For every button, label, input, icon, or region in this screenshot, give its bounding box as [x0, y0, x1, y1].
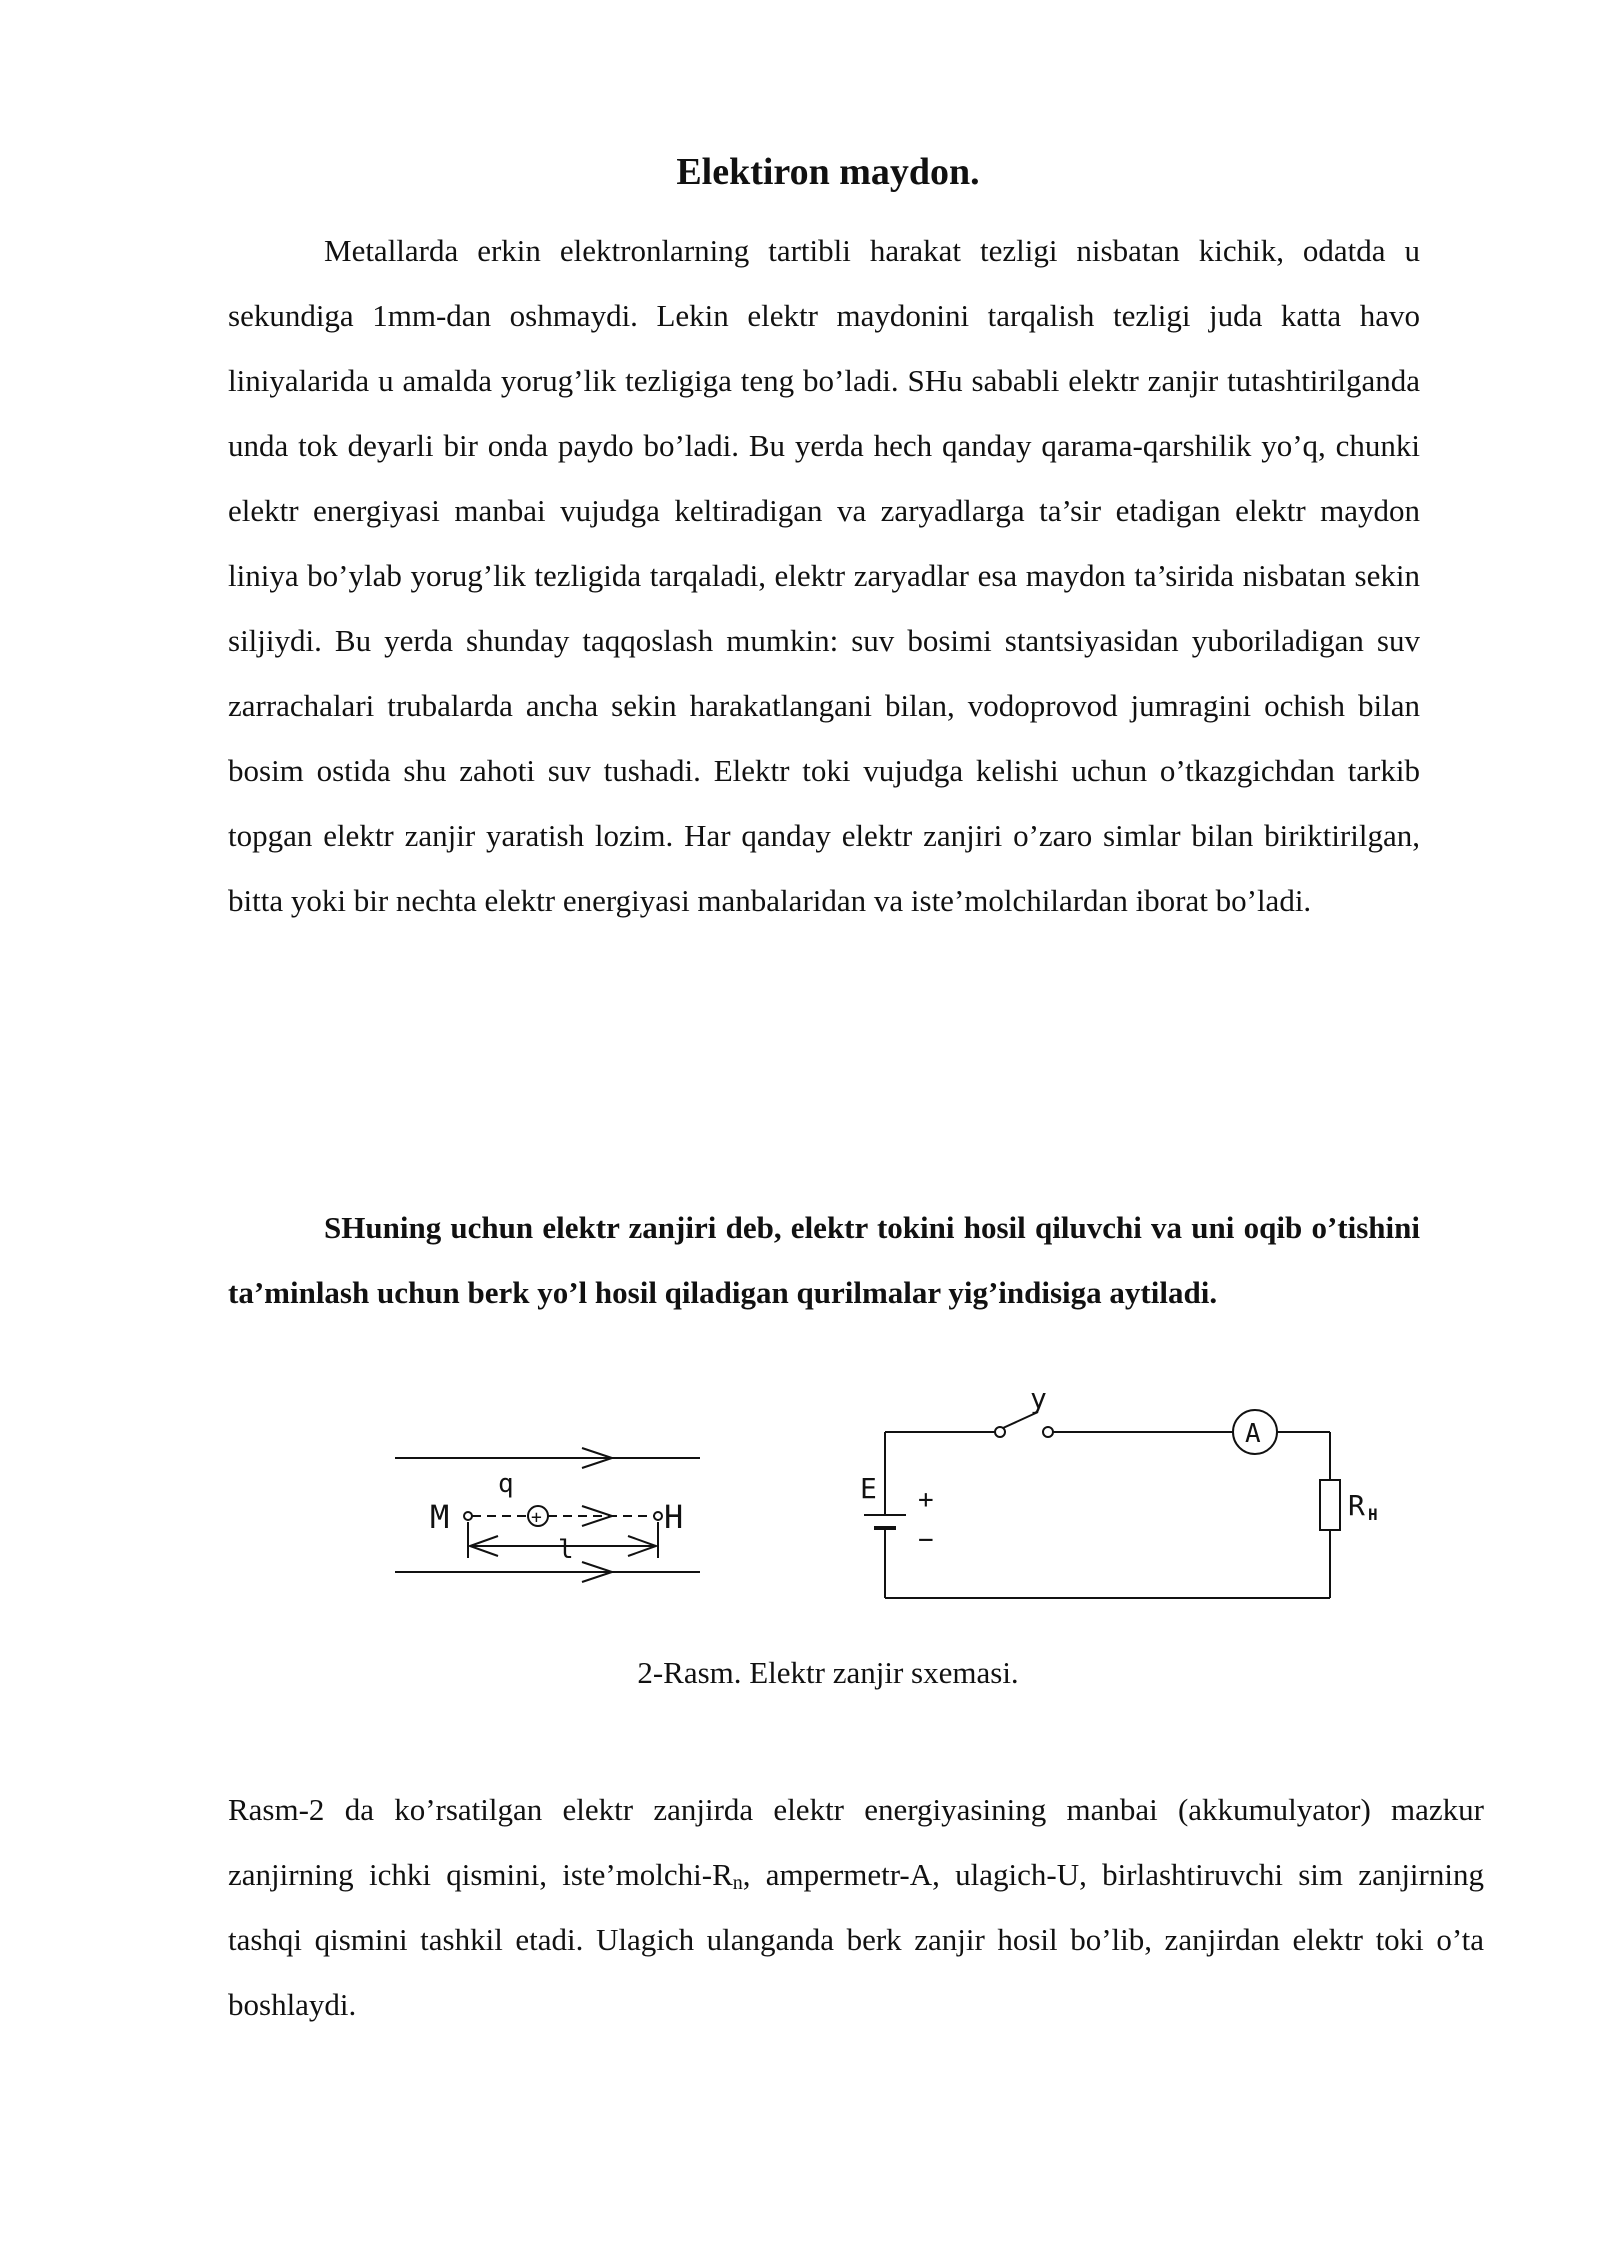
label-m: M — [430, 1498, 450, 1536]
paragraph-intro: Metallarda erkin elektronlarning tartibli harakat tezligi nisbatan kichik, odatda u sekundiga 1mm-dan oshmaydi. Lekin elektr maydonini tarqalish tezligi juda katta havo liniyalarida u amalda yorug’lik tezligiga teng bo’ladi. SHu sababli elektr zanjir tutashtirilganda unda tok deyarli bir onda paydo bo’ladi. Bu yerda hech qanday qarama-qarshilik yo’q, chunki elektr energiyasi manbai vujudga keltiradigan va zaryadlarga ta’sir etadigan elektr maydon liniya bo’ylab yorug’lik tezligida tarqaladi, elektr zaryadlar esa maydon ta’sirida nisbatan sekin siljiydi. Bu yerda shunday taqqoslash mumkin: suv bosimi stantsiyasidan yuboriladigan suv zarrachalari trubalarda ancha sekin harakatlangani bilan, vodoprovod jumragini ochish bilan bosim ostida shu zahoti suv tushadi. Elektr toki vujudga kelishi uchun o’tkazgichdan tarkib topgan elektr zanjir yaratish lozim. Har qanday elektr zanjiri o’zaro simlar bilan biriktirilgan, bitta yoki bir nechta elektr energiyasi manbalaridan va iste’molchilardan iborat bo’ladi. — [228, 233, 1420, 918]
paragraph-definition: SHuning uchun elektr zanjiri deb, elektr tokini hosil qiluvchi va uni oqib o’tishini ta’minlash uchun berk yo’l hosil qiladigan qurilmalar yig’indisiga aytiladi. — [228, 1210, 1420, 1310]
label-charge-plus: + — [531, 1507, 542, 1528]
label-l: l — [558, 1535, 574, 1565]
explanation-text-start: Rasm-2 da ko’rsatilgan elektr zanjirda elektr energiyasining manbai (akkumulyator) mazkur zanjirning ichki qismini, iste’molchi-R — [228, 1792, 1484, 1892]
label-source: E — [860, 1472, 877, 1505]
figure-caption: 2-Rasm. Elektr zanjir sxemasi. — [637, 1655, 1019, 1690]
page-title: Elektiron maydon. — [676, 151, 980, 193]
label-plus: + — [918, 1485, 934, 1515]
field-diagram — [390, 1430, 720, 1590]
label-resistor: R — [1348, 1489, 1365, 1522]
label-ammeter: A — [1245, 1419, 1261, 1449]
paragraph-explanation — [228, 1777, 1484, 2037]
resistor-subscript: n — [732, 1872, 743, 1894]
label-resistor-subscript: H — [1368, 1505, 1378, 1524]
label-switch: y — [1030, 1382, 1047, 1415]
switch-contact-right — [1043, 1427, 1053, 1437]
label-minus: − — [918, 1525, 934, 1555]
label-q: q — [498, 1469, 514, 1499]
circuit-diagram — [850, 1380, 1390, 1615]
explanation-text-end: , ampermetr-A, ulagich-U, birlashtiruvchi sim zanjirning tashqi qismini tashkil etadi. Ulagich ulanganda berk zanjir hosil bo’lib, zanjirdan elektr toki o’ta boshlaydi. — [228, 1857, 1484, 2022]
resistor-body — [1320, 1480, 1340, 1530]
point-h-marker — [654, 1512, 662, 1520]
point-m-marker — [464, 1512, 472, 1520]
label-h: H — [664, 1498, 684, 1536]
